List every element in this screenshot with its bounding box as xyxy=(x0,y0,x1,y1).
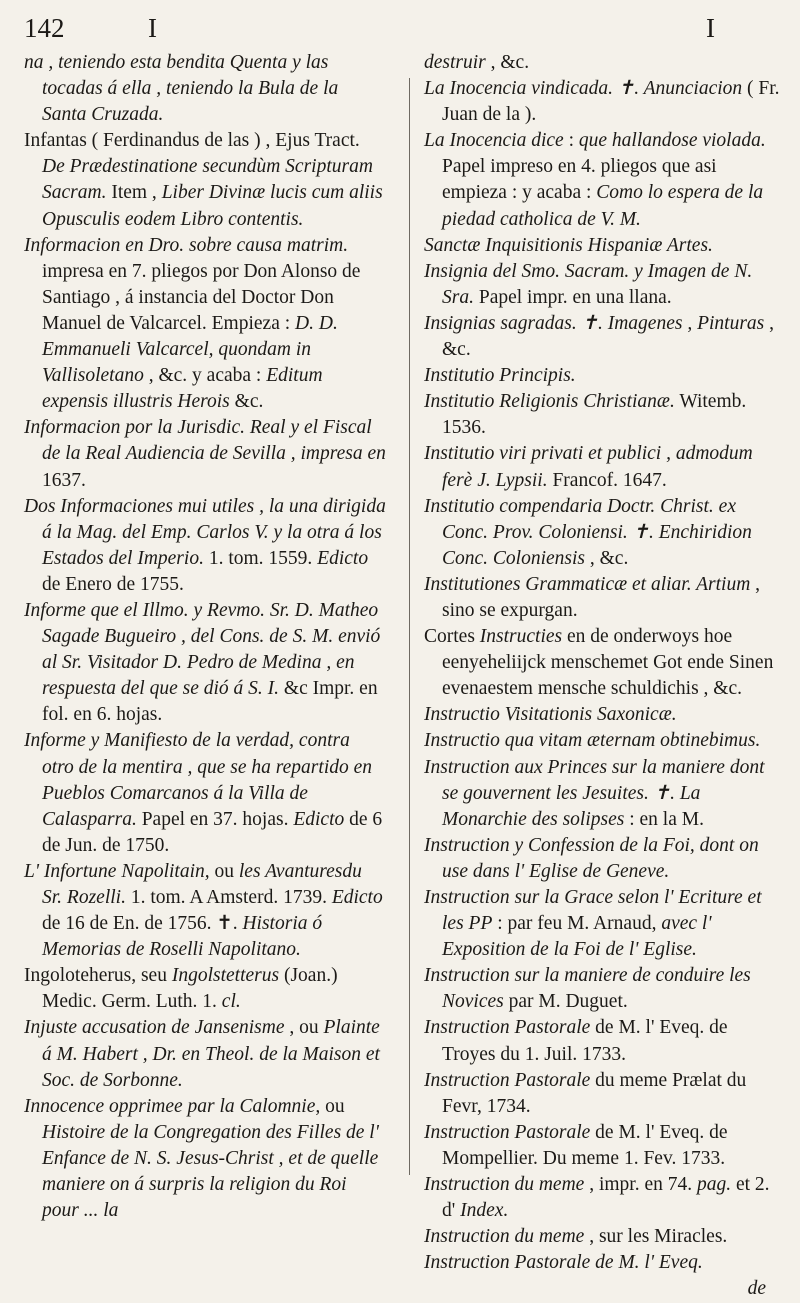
entry-text: Historia ó Memorias de Roselli Napolitano. xyxy=(42,913,327,961)
index-entry xyxy=(24,233,386,416)
index-entry xyxy=(424,1172,784,1224)
index-entry xyxy=(24,859,386,963)
entry-text: Instruction du meme xyxy=(424,1174,585,1196)
index-entry xyxy=(24,1094,386,1224)
entry-text: , &c. xyxy=(485,52,530,73)
entry-text: L' Infortune Napolitain, xyxy=(24,860,210,882)
entry-text: , &c. xyxy=(442,312,779,361)
entry-text: de 6 de Jun. de 1750. xyxy=(42,808,388,856)
entry-text: Index. xyxy=(460,1200,509,1222)
index-entry xyxy=(424,1015,784,1067)
index-entry xyxy=(424,572,784,624)
entry-text: du meme Prælat du Fevr, 1734. xyxy=(442,1069,752,1117)
entry-text: , &c. y acaba : xyxy=(143,365,267,387)
entry-text: ou xyxy=(209,860,239,882)
entry-text: Insignias sagradas. ✝. Imagenes , Pinturas xyxy=(424,312,765,334)
entry-text: Liber Divinæ lucis cum aliis Opusculis eodem Libro contentis. xyxy=(42,182,388,230)
index-entry xyxy=(424,441,784,493)
entry-text: Institutio viri privati et publici , admodum ferè J. Lypsii. xyxy=(424,443,758,491)
entry-text: Instruction Pastorale xyxy=(424,1069,591,1091)
index-entry xyxy=(424,702,784,728)
entry-text: Editum expensis illustris Herois xyxy=(42,365,328,413)
entry-text: Insignia del Smo. Sacram. y Imagen de N. Sra. xyxy=(424,260,758,308)
entry-text: impresa en 7. pliegos por Don Alonso de Santiago , á instancia del Doctor Don Manuel de Valcarcel. Empieza : xyxy=(42,234,366,334)
entry-text: Papel impreso en 4. pliegos que asi empieza : y acaba : xyxy=(442,130,771,204)
index-entry xyxy=(24,50,386,128)
entry-text: Institutiones Grammaticæ et aliar. Artium xyxy=(424,573,751,595)
entry-text: Instruction du meme xyxy=(424,1226,585,1248)
entry-text: , &c. xyxy=(585,547,629,569)
index-entry xyxy=(424,728,784,754)
entry-text: Instruction Pastorale de M. l' Eveq. xyxy=(424,1252,703,1274)
entry-text: Edicto xyxy=(331,887,383,908)
entry-text: Institutio Principis. xyxy=(424,365,576,387)
entry-text: Instruction aux Princes sur la maniere dont se gouvernent les Jesuites. ✝. La Monarchie des solipses xyxy=(424,756,770,830)
index-entry xyxy=(24,128,386,232)
index-entry xyxy=(424,128,784,232)
entry-text: : par feu M. Arnaud, xyxy=(492,913,662,935)
index-entry xyxy=(424,885,784,963)
entry-text: Informacion en Dro. sobre causa matrim. xyxy=(24,234,349,256)
entry-text: par M. Duguet. xyxy=(503,991,628,1013)
entry-text: Sanctæ Inquisitionis Hispaniæ Artes. xyxy=(424,234,713,256)
entry-text: Histoire de la Congregation des Filles de l' Enfance de N. S. Jesus-Christ , et de quelle maniere on á surpris la religion du Roi pour ... la xyxy=(42,1121,384,1222)
entry-text: de Enero de 1755. xyxy=(42,547,373,595)
index-entry xyxy=(424,1068,784,1120)
index-entry xyxy=(424,50,784,76)
entry-text: de M. l' Eveq. de Mompellier. Du meme 1. Fev. 1733. xyxy=(442,1121,733,1169)
index-entry xyxy=(24,963,386,1015)
header-letter-left: I xyxy=(148,13,157,43)
entry-text: , impr. en 74. xyxy=(584,1174,697,1196)
entry-text: les Avanturesdu Sr. Rozelli. xyxy=(42,860,367,908)
entry-text: en de onderwoys hoe eenyeheliĳck menschemet Got ende Sinen evenaestem mensche schuldichis , &c. xyxy=(442,626,779,700)
entry-text: Injuste accusation de Jansenisme xyxy=(24,1017,285,1039)
entry-text: Dos Informaciones mui utiles , la una dirigida á la Mag. del Emp. Carlos V. y la otra á los Estados del Imperio. xyxy=(24,495,391,569)
index-entry xyxy=(424,494,784,572)
index-entry xyxy=(424,963,784,1015)
entry-text: de 16 de En. de 1756. ✝. xyxy=(42,887,388,935)
index-entry xyxy=(424,755,784,833)
index-entry xyxy=(24,728,386,858)
entry-text: 1637. xyxy=(42,443,391,491)
entry-text: (Joan.) Medic. Germ. Luth. 1. xyxy=(42,965,343,1013)
entry-text: Instructies xyxy=(479,626,563,648)
entry-text: Instructio qua vitam æternam obtinebimus. xyxy=(424,730,761,752)
entry-text: Ingoloteherus, seu xyxy=(24,965,172,987)
index-entry xyxy=(24,494,391,598)
entry-text: D. D. Emmanueli Valcarcel, quondam in Vallisoletano xyxy=(42,312,343,387)
page-number: 142 xyxy=(24,13,65,43)
entry-text: 1. tom. 1559. xyxy=(203,547,318,569)
index-entry xyxy=(24,598,386,728)
index-entry xyxy=(424,624,784,702)
entry-text: ( Fr. Juan de la ). xyxy=(442,78,785,126)
entry-text: La Inocencia vindicada. ✝. Anunciacion xyxy=(424,78,743,100)
entry-text: Instruction Pastorale xyxy=(424,1017,591,1039)
entry-text: Instructio Visitationis Saxonicæ. xyxy=(424,704,677,726)
entry-text: Edicto xyxy=(293,808,345,830)
left-column xyxy=(24,50,391,1224)
entry-text: Witemb. 1536. xyxy=(442,391,752,439)
entry-text: Infantas ( Ferdinandus de las ) , Ejus Tract. xyxy=(24,130,365,152)
index-entry xyxy=(24,415,391,493)
entry-text: Instruction Pastorale xyxy=(424,1121,591,1143)
entry-text: na , teniendo esta bendita Quenta y las tocadas á ella , teniendo la Bula de la Santa Cruzada. xyxy=(24,52,344,126)
entry-text: de M. l' Eveq. de Troyes du 1. Juil. 1733. xyxy=(442,1017,733,1065)
index-entry xyxy=(424,1120,784,1172)
header-letter-right: I xyxy=(706,13,715,43)
index-entry xyxy=(424,233,784,259)
entry-text: Informe que el Illmo. y Revmo. Sr. D. Matheo Sagade Bugueiro , del Cons. de S. M. envió al Sr. Visitador D. Pedro de Medina , en respuesta del que se dió á S. I. xyxy=(24,599,386,700)
entry-text: destruir xyxy=(424,52,486,73)
entry-text: Como lo espera de la piedad catholica de V. M. xyxy=(442,182,768,230)
entry-text: Institutio compendaria Doctr. Christ. ex Conc. Prov. Coloniensi. ✝. Enchiridion Conc. Coloniensis xyxy=(424,495,757,569)
entry-text: Edicto xyxy=(317,547,369,569)
entry-text: Francof. 1647. xyxy=(547,469,667,491)
entry-text: Papel impr. en una llana. xyxy=(473,286,672,308)
entry-text: La Inocencia dice xyxy=(424,130,564,152)
entry-text: &c Impr. en fol. en 6. hojas. xyxy=(42,678,383,726)
index-entry xyxy=(424,363,784,389)
entry-text: Instruction sur la maniere de conduire les Novices xyxy=(424,965,756,1013)
entry-text: cl. xyxy=(221,991,241,1013)
entry-text: Papel en 37. hojas. xyxy=(136,808,294,830)
entry-text: avec l' Exposition de la Foi de l' Eglise. xyxy=(442,913,717,961)
index-entry xyxy=(424,833,784,885)
entry-text: Instruction sur la Grace selon l' Ecriture et les PP xyxy=(424,887,767,935)
entry-text: ou xyxy=(320,1095,350,1117)
entry-text: &c. xyxy=(229,391,264,413)
entry-text: Informacion por la Jurisdic. Real y el Fiscal de la Real Audiencia de Sevilla , impresa en xyxy=(24,417,386,465)
column-divider xyxy=(409,78,410,1175)
entry-text: Cortes xyxy=(424,626,480,648)
entry-text: , ou xyxy=(284,1017,324,1039)
index-entry xyxy=(424,1224,784,1250)
entry-text: 1. tom. A Amsterd. 1739. xyxy=(125,887,332,908)
index-entry xyxy=(24,1015,386,1093)
entry-text: : xyxy=(563,130,579,152)
entry-text: , sur les Miracles. xyxy=(584,1226,728,1248)
index-entry xyxy=(424,311,784,363)
index-entry xyxy=(424,1250,784,1276)
entry-text: Innocence opprimee par la Calomnie, xyxy=(24,1095,321,1117)
entry-text: que hallandose violada. xyxy=(578,130,766,152)
index-entry xyxy=(424,389,784,441)
catchword: de xyxy=(747,1278,766,1300)
entry-text: pag. xyxy=(696,1174,732,1196)
index-entry xyxy=(424,76,784,128)
entry-text: Item , xyxy=(106,182,162,204)
entry-text: De Prædestinatione secundùm Scripturam Sacram. xyxy=(42,156,378,204)
entry-text: Ingolstetterus xyxy=(171,965,280,987)
entry-text: , sino se expurgan. xyxy=(442,573,765,621)
entry-text: Instruction y Confession de la Foi, dont on use dans l' Eglise de Geneve. xyxy=(424,834,764,882)
entry-text: : en la M. xyxy=(624,808,704,830)
entry-text: et 2. d' xyxy=(442,1174,775,1222)
running-header xyxy=(0,8,800,52)
right-column xyxy=(424,50,784,1303)
index-entry xyxy=(424,259,784,311)
entry-text: Plainte á M. Habert , Dr. en Theol. de la Maison et Soc. de Sorbonne. xyxy=(42,1017,385,1091)
entry-text: Informe y Manifiesto de la verdad, contra otro de la mentira , que se ha repartido en Pueblos Comarcanos á la Villa de Calasparra. xyxy=(24,730,377,830)
entry-text: Institutio Religionis Christianæ. xyxy=(424,391,675,413)
